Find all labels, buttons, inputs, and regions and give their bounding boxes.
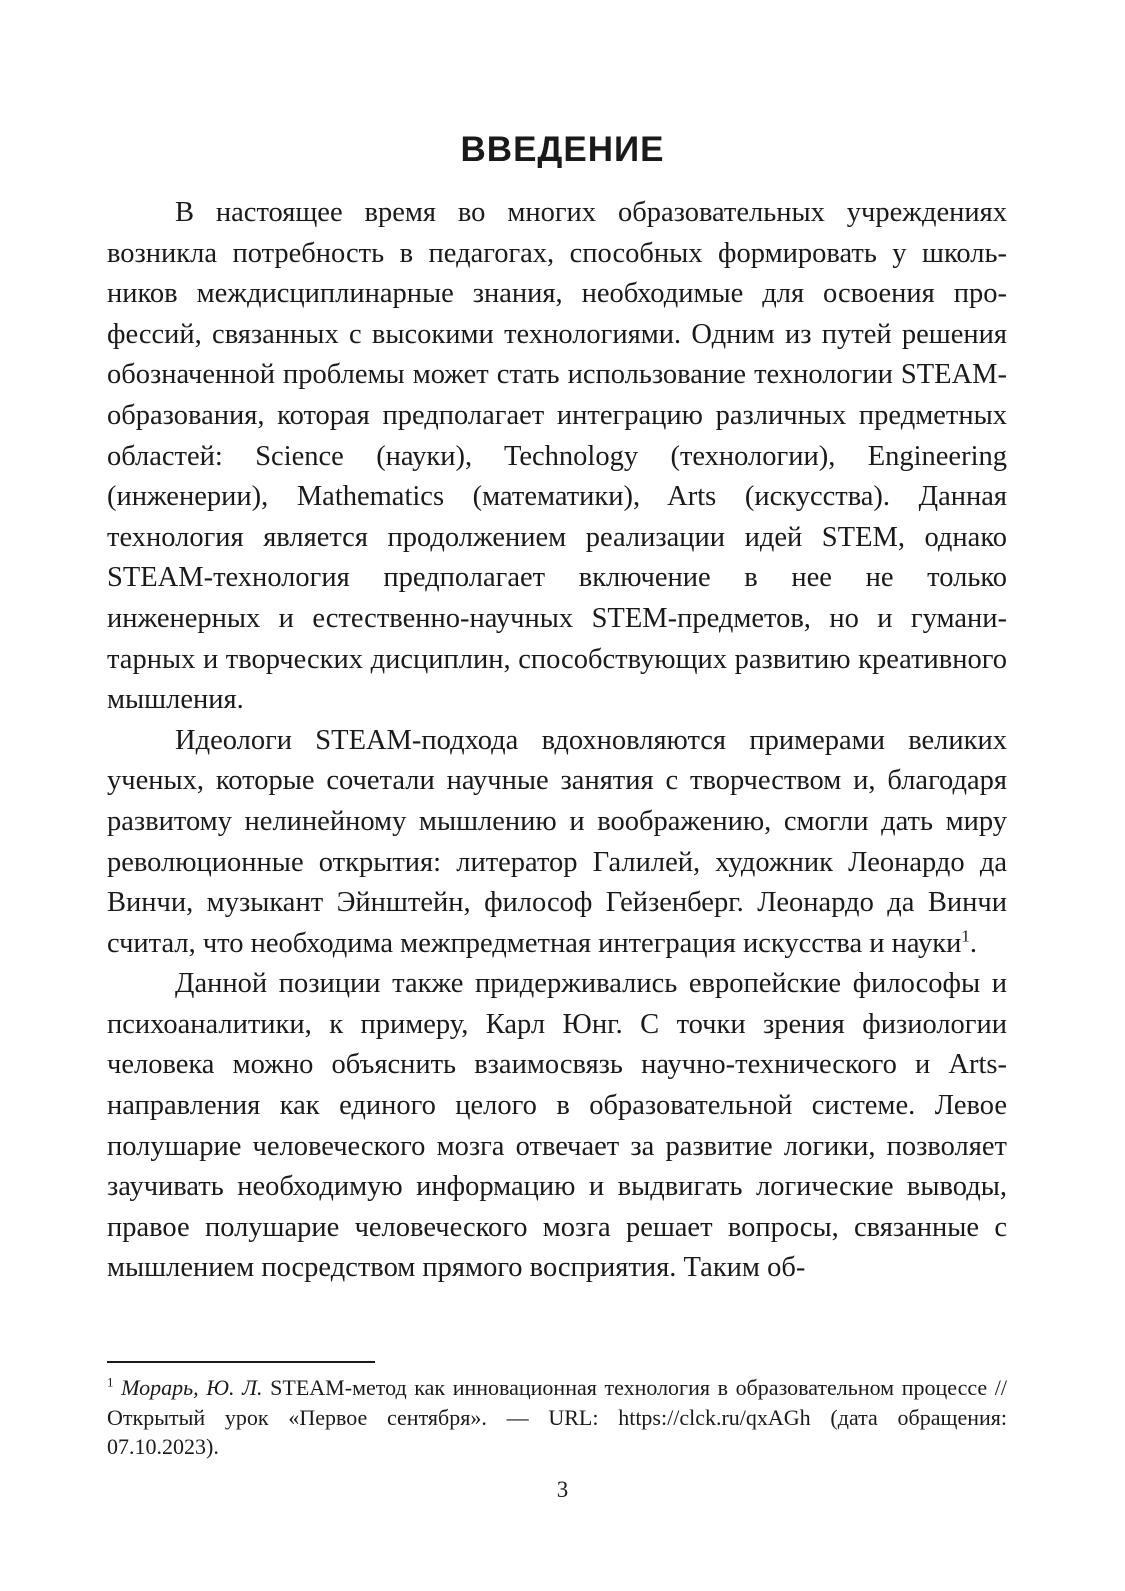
paragraph-2-text: Идеологи STEAM-подхода вдохновляются примерами великих ученых, которые сочетали научные занятия с творчеством и, благодаря развитому нелинейному мышлению и воображению, смогли дать миру революционные открытия: литератор Галилей, художник Леонардо да Винчи, музыкант Эйнштейн, философ Гейзенберг. Леонардо да Винчи считал, что необходима межпредметная интеграция искусства и науки	[107, 724, 1007, 959]
footnote-reference[interactable]: 1	[961, 926, 970, 946]
footnote-author: Морарь, Ю. Л.	[121, 1375, 263, 1400]
footnote-marker: 1	[107, 1374, 114, 1390]
footnote-separator	[107, 1361, 375, 1363]
page-number: 3	[556, 1477, 569, 1502]
paragraph-1: В настоящее время во многих образовательных учреждениях возникла потребность в педагогах, способных формировать у школьников междисциплинарные знания, необходимые для освоения профессий, связанных с высокими технологиями. Одним из путей решения обозначенной проблемы может стать использование технологии STEAM-образования, которая предполагает интеграцию различных предметных областей: Science (науки), Technology (технологии), Engineering (инженерии), Mathematics (математики), Arts (искусства). Данная технология является продолжением реализации идей STEM, однако STEAM-технология предполагает включение в нее не только инженерных и естественно-научных STEM-предметов, но и гуманитарных и творческих дисциплин, способствующих развитию креативного мышления.	[107, 197, 1007, 716]
paragraph-2	[107, 721, 1007, 965]
footnote	[107, 1373, 1007, 1462]
body-text	[107, 193, 1007, 1289]
paragraph-3: Данной позиции также придерживались европейские философы и психоаналитики, к примеру, Карл Юнг. С точки зрения физиологии человека можно объяснить взаимосвязь научно-технического и Arts-направления как единого целого в образовательной системе. Левое полушарие человеческого мозга отвечает за развитие логики, позволяет заучивать необходимую информацию и выдвигать логические выводы, правое полушарие человеческого мозга решает вопросы, связанные с мышлением посредством прямого восприятия. Таким об-	[107, 968, 1007, 1284]
page-title: ВВЕДЕНИЕ	[460, 130, 665, 169]
paragraph-2-end: .	[969, 927, 978, 959]
footnote-text: STEAM-метод как инновационная технология в образовательном процессе // Открытый урок «Первое сентября». — URL: https://clck.ru/qxAGh (дата обращения: 07.10.2023).	[107, 1375, 1007, 1459]
